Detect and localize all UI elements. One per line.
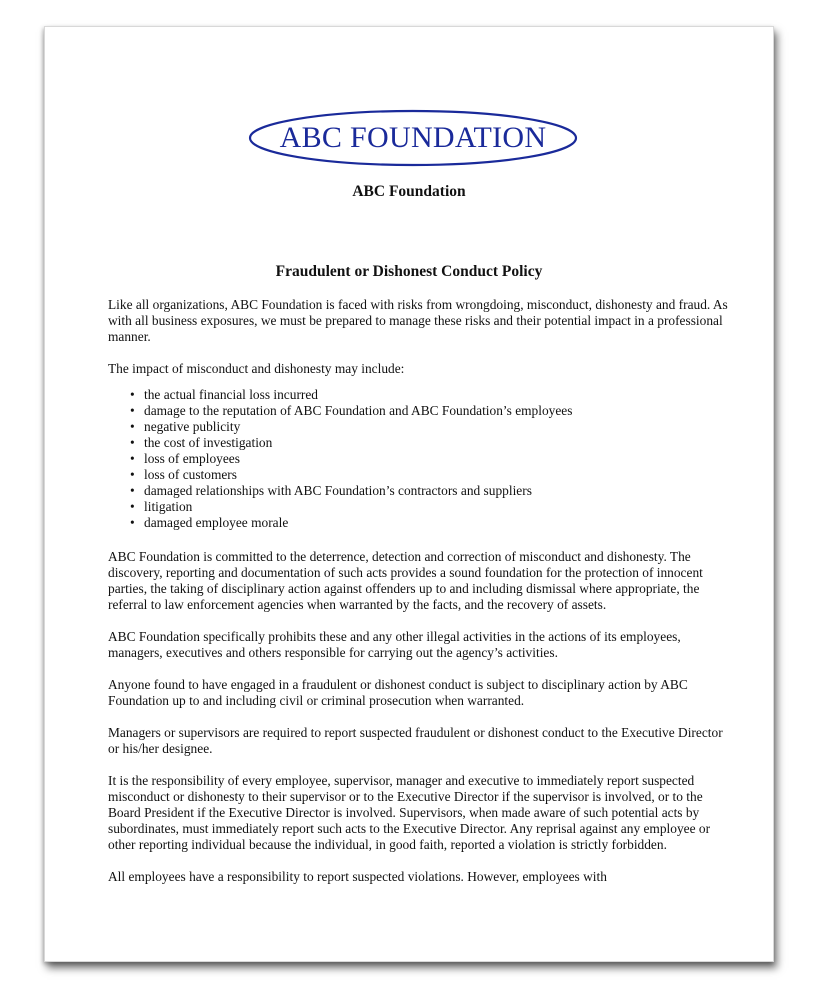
bullet-icon: • bbox=[130, 467, 135, 482]
bullet-icon: • bbox=[130, 403, 135, 418]
list-item: • the cost of investigation bbox=[130, 435, 273, 450]
intro-paragraph: Like all organizations, ABC Foundation is faced with risks from wrongdoing, misconduct, dishonesty and fraud. As with all business exposures, we must be prepared to manage these risks and their potential impact in a professional manner. bbox=[108, 297, 728, 344]
list-item: • damaged employee morale bbox=[130, 515, 289, 530]
document-page bbox=[44, 26, 774, 962]
list-item: • damaged relationships with ABC Foundation’s contractors and suppliers bbox=[130, 483, 532, 498]
discipline-paragraph: Anyone found to have engaged in a fraudulent or dishonest conduct is subject to disciplinary action by ABC Foundation up to and including civil or criminal prosecution when warranted. bbox=[108, 677, 688, 708]
responsibility-paragraph: It is the responsibility of every employee, supervisor, manager and executive to immediately report suspected misconduct or dishonesty to their supervisor or to the Executive Director if the supervisor is involved, or to the Board President if the Executive Director is involved. Supervisors, when made aware of such potential acts by subordinates, must immediately report such acts to the Executive Director. Any reprisal against any employee or other reporting individual because the individual, in good faith, reported a violation is strictly forbidden. bbox=[108, 773, 711, 852]
organization-title: ABC Foundation bbox=[352, 183, 466, 200]
list-item: • loss of customers bbox=[130, 467, 237, 482]
policy-body bbox=[108, 297, 728, 901]
prohibition-paragraph: ABC Foundation specifically prohibits these and any other illegal activities in the actions of its employees, managers, executives and others responsible for carrying out the agency’s activities. bbox=[108, 629, 681, 660]
list-item: • negative publicity bbox=[130, 419, 241, 434]
bullet-icon: • bbox=[130, 419, 135, 434]
all-employees-paragraph: All employees have a responsibility to report suspected violations. However, employees with bbox=[108, 869, 607, 884]
list-item: • damage to the reputation of ABC Foundation and ABC Foundation’s employees bbox=[130, 403, 573, 418]
policy-title: Fraudulent or Dishonest Conduct Policy bbox=[275, 263, 543, 280]
bullet-icon: • bbox=[130, 483, 135, 498]
bullet-icon: • bbox=[130, 435, 135, 450]
bullet-icon: • bbox=[130, 387, 135, 402]
impact-lead-paragraph: The impact of misconduct and dishonesty may include: bbox=[108, 361, 405, 376]
list-item: • the actual financial loss incurred bbox=[130, 387, 319, 402]
bullet-icon: • bbox=[130, 499, 135, 514]
abc-foundation-logo bbox=[248, 109, 578, 167]
logo-text: ABC FOUNDATION bbox=[279, 121, 547, 154]
list-item: • loss of employees bbox=[130, 451, 240, 466]
bullet-icon: • bbox=[130, 451, 135, 466]
list-item: • litigation bbox=[130, 499, 193, 514]
commitment-paragraph: ABC Foundation is committed to the deterrence, detection and correction of misconduct and dishonesty. The discovery, reporting and documentation of such acts provides a sound foundation for the protection of innocent parties, the taking of disciplinary action against offenders up to and including dismissal where appropriate, the referral to law enforcement agencies when warranted by the facts, and the recovery of assets. bbox=[108, 549, 703, 612]
managers-paragraph: Managers or supervisors are required to report suspected fraudulent or dishonest conduct to the Executive Director or his/her designee. bbox=[108, 725, 723, 756]
impact-list bbox=[130, 387, 728, 531]
bullet-icon: • bbox=[130, 515, 135, 530]
